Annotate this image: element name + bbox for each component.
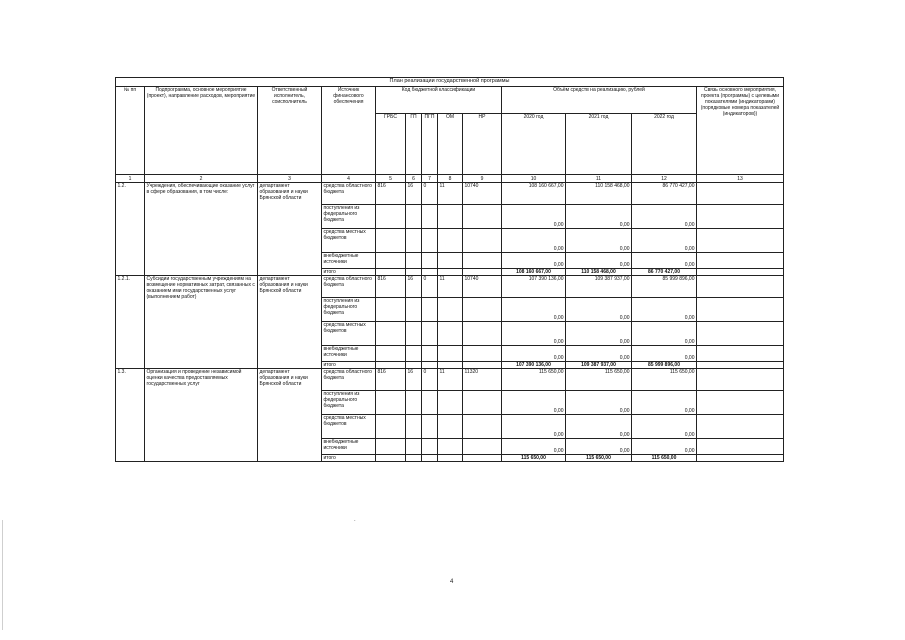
code-empty (463, 205, 502, 229)
header-responsible: Ответственный исполнитель, соисполнитель (258, 87, 322, 175)
value-2022: 0,00 (632, 298, 697, 322)
code-pgp: 0 (422, 183, 438, 205)
code-empty (376, 415, 406, 439)
source-extra: внебюджетные источники (322, 439, 376, 455)
link-empty (697, 276, 784, 298)
code-grbs: 816 (376, 276, 406, 298)
code-empty (438, 415, 463, 439)
code-pgp: 0 (422, 369, 438, 391)
total-2022: 115 650,00 (632, 455, 697, 462)
code-empty (463, 269, 502, 276)
code-empty (376, 205, 406, 229)
code-empty (376, 322, 406, 346)
item-number: 1.2.1. (116, 276, 145, 369)
column-number: 1 (116, 175, 145, 183)
header-volume: Объём средств на реализацию, рублей (502, 87, 697, 114)
value-2020: 0,00 (502, 229, 566, 253)
code-empty (463, 439, 502, 455)
code-empty (438, 455, 463, 462)
column-number: 11 (566, 175, 632, 183)
value-2022: 0,00 (632, 415, 697, 439)
value-2022: 0,00 (632, 205, 697, 229)
code-empty (406, 269, 422, 276)
total-2022: 85 999 896,00 (632, 362, 697, 369)
column-number: 10 (502, 175, 566, 183)
source-total: итого (322, 455, 376, 462)
code-empty (376, 346, 406, 362)
header-link: Связь основного мероприятия, проекта (программы) с целевыми показателями (индикаторами) (порядковые номера показателей (индикаторов)) (697, 87, 784, 175)
code-empty (376, 298, 406, 322)
column-number: 8 (438, 175, 463, 183)
value-2020: 108 160 667,00 (502, 183, 566, 205)
total-2021: 110 158 468,00 (566, 269, 632, 276)
value-2021: 0,00 (566, 322, 632, 346)
code-empty (438, 362, 463, 369)
link-empty (697, 253, 784, 269)
header-pgp: ПГП (422, 114, 438, 175)
value-2021: 0,00 (566, 439, 632, 455)
header-nr: НР (463, 114, 502, 175)
table-row (116, 276, 784, 298)
link-empty (697, 183, 784, 205)
value-2020: 0,00 (502, 346, 566, 362)
value-2022: 0,00 (632, 439, 697, 455)
value-2022: 115 650,00 (632, 369, 697, 391)
value-2022: 0,00 (632, 322, 697, 346)
code-grbs: 816 (376, 183, 406, 205)
value-2022: 0,00 (632, 253, 697, 269)
link-empty (697, 229, 784, 253)
link-empty (697, 205, 784, 229)
code-empty (422, 298, 438, 322)
value-2021: 0,00 (566, 346, 632, 362)
code-om: 11 (438, 183, 463, 205)
source-total: итого (322, 269, 376, 276)
link-empty (697, 298, 784, 322)
code-nr: 10740 (463, 276, 502, 298)
source-local: средства местных бюджетов (322, 229, 376, 253)
total-2022: 86 770 427,00 (632, 269, 697, 276)
column-number: 2 (145, 175, 258, 183)
value-2020: 115 650,00 (502, 369, 566, 391)
source-extra: внебюджетные источники (322, 253, 376, 269)
value-2021: 109 387 937,00 (566, 276, 632, 298)
total-2021: 109 387 937,00 (566, 362, 632, 369)
code-empty (422, 229, 438, 253)
code-empty (406, 322, 422, 346)
code-empty (463, 229, 502, 253)
column-number: 4 (322, 175, 376, 183)
code-empty (422, 415, 438, 439)
code-empty (463, 362, 502, 369)
code-empty (406, 346, 422, 362)
code-empty (376, 362, 406, 369)
code-empty (438, 253, 463, 269)
code-empty (463, 253, 502, 269)
value-2021: 0,00 (566, 298, 632, 322)
link-empty (697, 391, 784, 415)
value-2022: 0,00 (632, 346, 697, 362)
table-row (116, 369, 784, 391)
code-empty (463, 391, 502, 415)
value-2020: 0,00 (502, 415, 566, 439)
page-number: 4 (450, 579, 454, 585)
header-om: ОМ (438, 114, 463, 175)
code-nr: 10740 (463, 183, 502, 205)
value-2021: 110 158 468,00 (566, 183, 632, 205)
code-empty (406, 229, 422, 253)
code-empty (422, 362, 438, 369)
code-empty (438, 229, 463, 253)
link-empty (697, 369, 784, 391)
code-gp: 16 (406, 276, 422, 298)
source-regional: средства областного бюджета (322, 276, 376, 298)
code-empty (406, 205, 422, 229)
value-2020: 0,00 (502, 205, 566, 229)
code-empty (406, 362, 422, 369)
source-regional: средства областного бюджета (322, 369, 376, 391)
column-number: 5 (376, 175, 406, 183)
value-2020: 0,00 (502, 253, 566, 269)
value-2020: 107 390 136,00 (502, 276, 566, 298)
header-2022: 2022 год (632, 114, 697, 175)
table-title: План реализации государственной программы (116, 78, 784, 87)
header-grbs: ГРБС (376, 114, 406, 175)
total-2021: 115 650,00 (566, 455, 632, 462)
item-responsible: департамент образования и науки Брянской области (258, 369, 322, 462)
code-empty (422, 205, 438, 229)
code-gp: 16 (406, 183, 422, 205)
code-nr: 11320 (463, 369, 502, 391)
item-responsible: департамент образования и науки Брянской области (258, 183, 322, 276)
code-pgp: 0 (422, 276, 438, 298)
value-2022: 85 999 896,00 (632, 276, 697, 298)
column-number: 12 (632, 175, 697, 183)
link-empty (697, 322, 784, 346)
header-2020: 2020 год (502, 114, 566, 175)
code-empty (463, 346, 502, 362)
source-extra: внебюджетные источники (322, 346, 376, 362)
header-source: Источник финансового обеспечения (322, 87, 376, 175)
value-2022: 0,00 (632, 229, 697, 253)
source-local: средства местных бюджетов (322, 415, 376, 439)
header-subprogram: Подпрограмма, основное мероприятие (проект), направление расходов, мероприятие (145, 87, 258, 175)
item-name: Субсидии государственным учреждениям на возмещение нормативных затрат, связанных с оказанием ими государственных услуг (выполнением работ) (145, 276, 258, 369)
item-number: 1.3. (116, 369, 145, 462)
item-number: 1.2. (116, 183, 145, 276)
code-empty (463, 322, 502, 346)
code-empty (463, 415, 502, 439)
value-2020: 0,00 (502, 391, 566, 415)
link-empty (697, 362, 784, 369)
source-federal: поступления из федерального бюджета (322, 205, 376, 229)
code-empty (406, 391, 422, 415)
column-number: 7 (422, 175, 438, 183)
scan-mark: . (354, 517, 356, 523)
code-empty (376, 455, 406, 462)
table-row (116, 183, 784, 205)
code-om: 11 (438, 369, 463, 391)
link-empty (697, 455, 784, 462)
value-2020: 0,00 (502, 298, 566, 322)
value-2022: 0,00 (632, 391, 697, 415)
link-empty (697, 269, 784, 276)
source-local: средства местных бюджетов (322, 322, 376, 346)
code-empty (406, 439, 422, 455)
code-empty (406, 415, 422, 439)
value-2021: 0,00 (566, 205, 632, 229)
code-empty (438, 298, 463, 322)
code-empty (438, 439, 463, 455)
code-empty (376, 391, 406, 415)
value-2021: 115 650,00 (566, 369, 632, 391)
code-empty (422, 439, 438, 455)
code-empty (438, 205, 463, 229)
code-empty (463, 455, 502, 462)
code-empty (438, 391, 463, 415)
code-empty (422, 346, 438, 362)
source-federal: поступления из федерального бюджета (322, 298, 376, 322)
source-total: итого (322, 362, 376, 369)
code-empty (422, 269, 438, 276)
item-responsible: департамент образования и науки Брянской области (258, 276, 322, 369)
column-number: 9 (463, 175, 502, 183)
code-empty (406, 253, 422, 269)
total-2020: 108 160 667,00 (502, 269, 566, 276)
scan-edge (2, 520, 3, 630)
column-number: 6 (406, 175, 422, 183)
code-empty (422, 391, 438, 415)
link-empty (697, 346, 784, 362)
column-number: 3 (258, 175, 322, 183)
item-name: Учреждения, обеспечивающие оказание услуг в сфере образования, в том числе: (145, 183, 258, 276)
code-empty (376, 439, 406, 455)
link-empty (697, 415, 784, 439)
code-empty (438, 322, 463, 346)
code-empty (376, 269, 406, 276)
total-2020: 107 390 136,00 (502, 362, 566, 369)
code-gp: 16 (406, 369, 422, 391)
code-empty (376, 253, 406, 269)
value-2022: 86 770 427,00 (632, 183, 697, 205)
code-empty (376, 229, 406, 253)
code-empty (422, 455, 438, 462)
code-empty (406, 298, 422, 322)
value-2020: 0,00 (502, 322, 566, 346)
header-num: № пп (116, 87, 145, 175)
source-regional: средства областного бюджета (322, 183, 376, 205)
column-number: 13 (697, 175, 784, 183)
code-om: 11 (438, 276, 463, 298)
code-empty (406, 455, 422, 462)
value-2021: 0,00 (566, 229, 632, 253)
code-empty (422, 322, 438, 346)
code-empty (438, 269, 463, 276)
link-empty (697, 439, 784, 455)
value-2021: 0,00 (566, 253, 632, 269)
header-budget-code: Код бюджетной классификации (376, 87, 502, 114)
code-grbs: 816 (376, 369, 406, 391)
value-2021: 0,00 (566, 391, 632, 415)
header-gp: ГП (406, 114, 422, 175)
value-2020: 0,00 (502, 439, 566, 455)
code-empty (422, 253, 438, 269)
item-name: Организация и проведение независимой оценки качества предоставляемых государственных услуг (145, 369, 258, 462)
code-empty (438, 346, 463, 362)
value-2021: 0,00 (566, 415, 632, 439)
total-2020: 115 650,00 (502, 455, 566, 462)
plan-table (115, 77, 784, 462)
code-empty (463, 298, 502, 322)
source-federal: поступления из федерального бюджета (322, 391, 376, 415)
header-2021: 2021 год (566, 114, 632, 175)
